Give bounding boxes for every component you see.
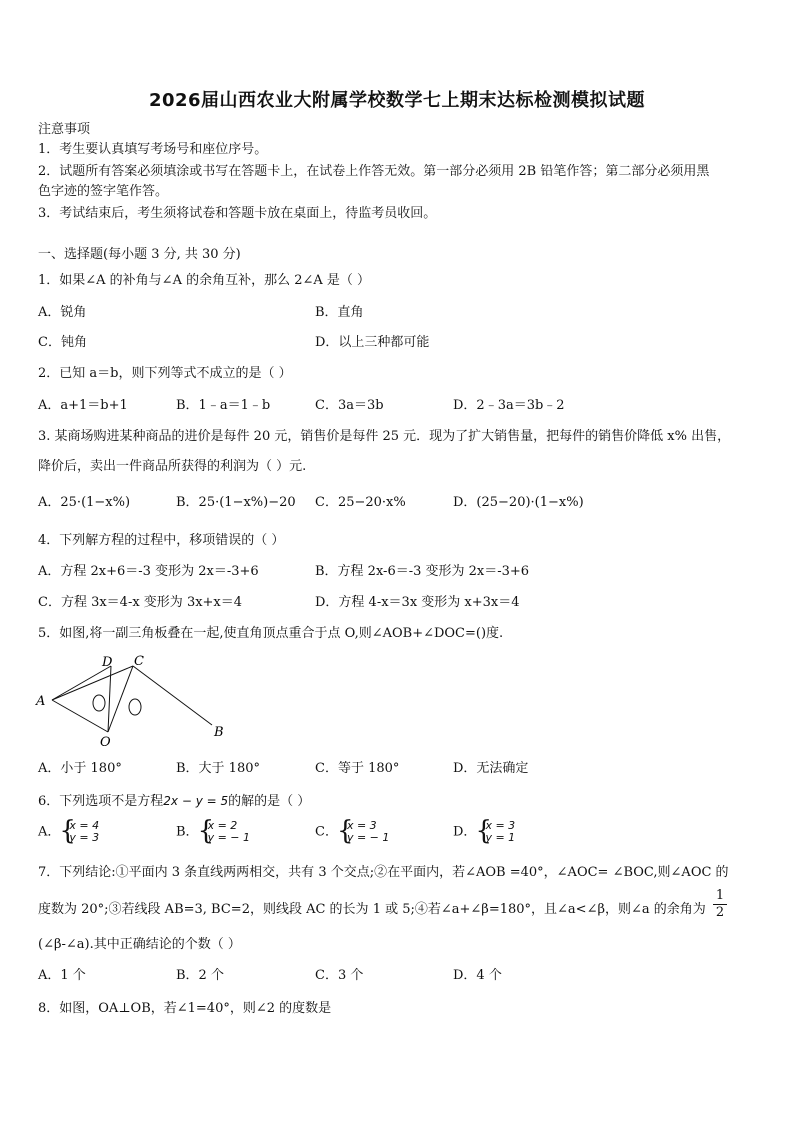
q3-option-a: A．25·(1−x%) — [38, 495, 131, 510]
question-7-stem-3: (∠β-∠a).其中正确结论的个数（ ） — [38, 937, 241, 952]
q4-option-d: D．方程 4-x＝3x 变形为 x+3x＝4 — [315, 595, 520, 610]
q3-option-c: C．25−20·x% — [315, 495, 406, 510]
q6-stem-pre: 6．下列选项不是方程 — [38, 794, 164, 809]
question-4-stem: 4．下列解方程的过程中，移项错误的（ ） — [38, 533, 285, 548]
notice-item-3: 3．考试结束后，考生须将试卷和答题卡放在桌面上，待监考员收回。 — [38, 206, 437, 221]
question-2-stem: 2．已知 a＝b，则下列等式不成立的是（ ） — [38, 366, 292, 381]
q5-option-c: C．等于 180° — [315, 761, 400, 776]
notice-item-1: 1．考生要认真填写考场号和座位序号。 — [38, 142, 268, 157]
question-5-stem: 5．如图,将一副三角板叠在一起,使直角顶点重合于点 O,则∠AOB+∠DOC=()度. — [38, 626, 504, 641]
question-7-stem-1: 7．下列结论:①平面内 3 条直线两两相交，共有 3 个交点;②在平面内，若∠AOB =40°，∠AOC= ∠BOC,则∠AOC 的 — [38, 865, 729, 880]
q6-option-d: D． { x = 3 y = 1 — [453, 820, 515, 844]
section-heading: 一、选择题(每小题 3 分, 共 30 分) — [38, 247, 241, 262]
q6-equation: 2x − y = 5 — [163, 794, 229, 808]
q7-fraction: $\frac{1}{2}$ — [713, 888, 727, 921]
notice-item-2: 2．试题所有答案必须填涂或书写在答题卡上，在试卷上作答无效。第一部分必须用 2B 铅笔作答；第二部分必须用黑 — [38, 164, 710, 179]
question-1-stem: 1．如果∠A 的补角与∠A 的余角互补，那么 2∠A 是（ ） — [38, 273, 371, 288]
notice-heading: 注意事项 — [38, 122, 91, 137]
question-8-stem: 8．如图，OA⊥OB，若∠1=40°，则∠2 的度数是 — [38, 1001, 332, 1016]
q6-option-c: C． { x = 3 y = − 1 — [315, 820, 389, 844]
q2-option-c: C．3a＝3b — [315, 398, 384, 413]
question-3-stem-1: 3. 某商场购进某种商品的进价是每件 20 元，销售价是每件 25 元．现为了扩大销售量，把每件的销售价降低 x% 出售， — [38, 429, 731, 444]
q7-option-d: D．4 个 — [453, 968, 502, 983]
q1-option-b: B．直角 — [315, 305, 364, 320]
label-c: C — [134, 654, 144, 669]
q3-option-d: D．(25−20)·(1−x%) — [453, 495, 584, 510]
label-d: D — [102, 655, 113, 670]
q7-option-b: B．2 个 — [176, 968, 224, 983]
q7-option-a: A．1 个 — [38, 968, 86, 983]
notice-item-2-cont: 色字迹的签字笔作答。 — [38, 184, 169, 199]
q1-option-d: D．以上三种都可能 — [315, 335, 430, 350]
q5-option-a: A．小于 180° — [38, 761, 122, 776]
q4-option-c: C．方程 3x＝4-x 变形为 3x+x＝4 — [38, 595, 243, 610]
label-b: B — [214, 725, 224, 740]
q2-option-d: D．2﹣3a＝3b﹣2 — [453, 398, 565, 413]
question-6-stem — [38, 792, 310, 811]
label-a: A — [36, 694, 46, 709]
q6-stem-post: 的解的是（ ） — [228, 794, 311, 809]
q3-option-b: B．25·(1−x%)−20 — [176, 495, 296, 510]
q4-option-a: A．方程 2x+6＝-3 变形为 2x＝-3+6 — [38, 564, 259, 579]
q7-option-c: C．3 个 — [315, 968, 364, 983]
label-o: O — [100, 735, 111, 750]
page-title: 2026届山西农业大附属学校数学七上期末达标检测模拟试题 — [148, 90, 646, 111]
q1-option-a: A．锐角 — [38, 305, 87, 320]
q4-option-b: B．方程 2x-6＝-3 变形为 2x＝-3+6 — [315, 564, 530, 579]
q1-option-c: C．钝角 — [38, 335, 87, 350]
q6-option-b: B． { x = 2 y = − 1 — [176, 820, 250, 844]
question-3-stem-2: 降价后，卖出一件商品所获得的利润为（ ）元. — [38, 459, 307, 474]
q5-option-d: D．无法确定 — [453, 761, 529, 776]
triangle-figure — [34, 652, 234, 752]
question-7-stem-2: 度数为 20°;③若线段 AB=3, BC=2，则线段 AC 的长为 1 或 5;④若∠a+∠β=180°，且∠a<∠β，则∠a 的余角为 — [38, 902, 706, 917]
q5-option-b: B．大于 180° — [176, 761, 260, 776]
q2-option-a: A．a+1＝b+1 — [38, 398, 128, 413]
q2-option-b: B．1﹣a＝1﹣b — [176, 398, 271, 413]
q6-option-a: A． { x = 4 y = 3 — [38, 820, 99, 844]
